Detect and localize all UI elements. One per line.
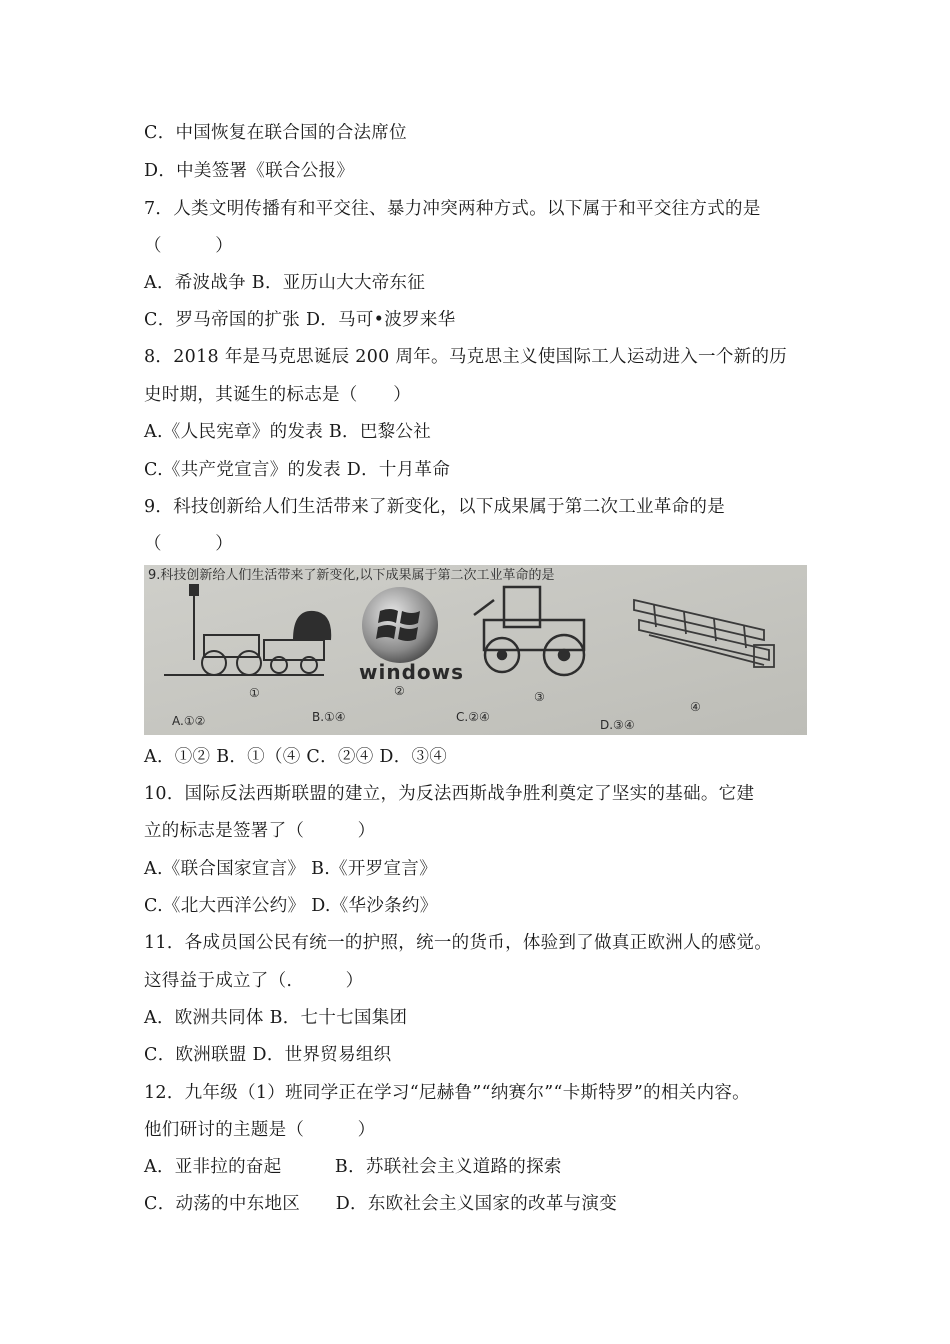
photo-header-text: 9.科技创新给人们生活带来了新变化,以下成果属于第二次工业革命的是 [148, 568, 555, 583]
question-10: 10．国际反法西斯联盟的建立，为反法西斯战争胜利奠定了坚实的基础。它建 [144, 784, 755, 804]
question-8: 8．2018 年是马克思诞辰 200 周年。马克思主义使国际工人运动进入一个新的历 [144, 347, 788, 367]
windows-logo-icon [362, 587, 438, 663]
photo-option-c: C.②④ [456, 710, 490, 724]
photo-label-4: ④ [690, 700, 701, 714]
options-11cd: C．欧洲联盟 D．世界贸易组织 [144, 1045, 392, 1065]
options-12cd: C．动荡的中东地区 D．东欧社会主义国家的改革与演变 [144, 1194, 618, 1214]
question-9-blank: （ ） [144, 534, 233, 554]
options-8ab: A.《人民宪章》的发表 B．巴黎公社 [144, 422, 432, 442]
options-8cd: C.《共产党宣言》的发表 D．十月革命 [144, 460, 451, 480]
photo-label-1: ① [249, 686, 260, 700]
question-8-cont: 史时期，其诞生的标志是（ ） [144, 385, 411, 405]
question-10-cont: 立的标志是签署了（ ） [144, 821, 376, 841]
question-11: 11．各成员国公民有统一的护照，统一的货币，体验到了做真正欧洲人的感觉。 [144, 933, 773, 953]
options-9: A．①② B．①（④ C．②④ D．③④ [144, 747, 448, 767]
question-9-photo [144, 565, 807, 735]
photo-option-d: D.③④ [600, 718, 635, 732]
options-7cd: C．罗马帝国的扩张 D．马可•波罗来华 [144, 310, 456, 330]
photo-option-a: A.①② [172, 714, 206, 728]
options-12ab: A．亚非拉的奋起 B．苏联社会主义道路的探索 [144, 1157, 562, 1177]
question-9: 9．科技创新给人们生活带来了新变化，以下成果属于第二次工业革命的是 [144, 497, 726, 517]
options-10ab: A.《联合国家宣言》 B.《开罗宣言》 [144, 859, 437, 879]
question-7-blank: （ ） [144, 236, 233, 256]
question-11-cont: 这得益于成立了（. ） [144, 971, 364, 991]
photo-label-2: ② [394, 684, 405, 698]
options-11ab: A．欧洲共同体 B．七十七国集团 [144, 1008, 408, 1028]
question-12: 12．九年级（1）班同学正在学习“尼赫鲁”“纳赛尔”“卡斯特罗”的相关内容。 [144, 1083, 750, 1103]
options-7ab: A．希波战争 B．亚历山大大帝东征 [144, 273, 426, 293]
question-7: 7．人类文明传播有和平交往、暴力冲突两种方式。以下属于和平交往方式的是 [144, 199, 761, 219]
question-12-cont: 他们研讨的主题是（ ） [144, 1120, 376, 1140]
photo-label-3: ③ [534, 690, 545, 704]
option-6c: C．中国恢复在联合国的合法席位 [144, 123, 407, 143]
options-10cd: C.《北大西洋公约》 D.《华沙条约》 [144, 896, 438, 916]
option-6d: D．中美签署《联合公报》 [144, 161, 355, 181]
photo-option-b: B.①④ [312, 710, 346, 724]
windows-text: windows [359, 660, 465, 684]
